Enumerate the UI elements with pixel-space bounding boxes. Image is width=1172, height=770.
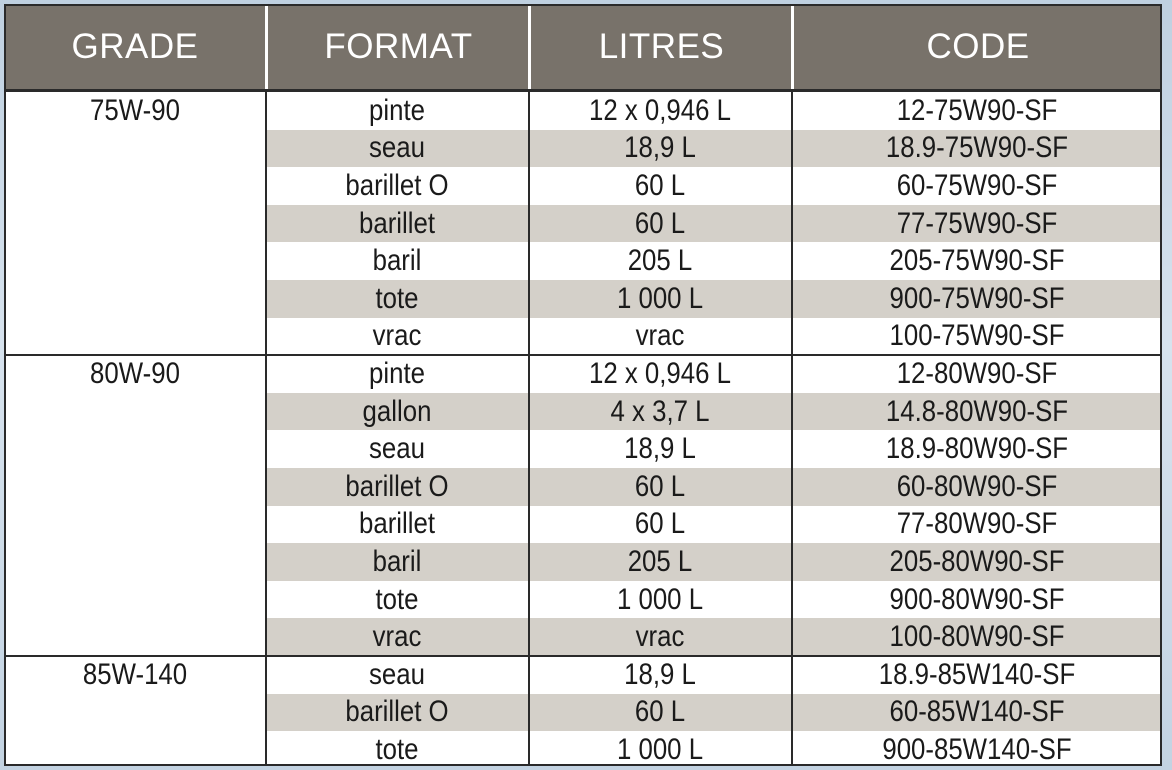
cell-litres: 1 000 L xyxy=(616,732,704,766)
cell-litres: 18,9 L xyxy=(624,657,696,691)
cell-format: seau xyxy=(369,657,425,691)
table-row xyxy=(266,731,1162,769)
cell-code: 12-80W90-SF xyxy=(896,356,1058,390)
grade-label: 85W-140 xyxy=(82,657,188,691)
table-header xyxy=(4,4,1162,89)
table-row xyxy=(266,581,1162,619)
grade-label: 80W-90 xyxy=(90,356,180,390)
cell-format: gallon xyxy=(362,394,432,428)
cell-litres: vrac xyxy=(635,319,685,353)
column-divider xyxy=(791,92,793,766)
cell-format: baril xyxy=(372,244,422,278)
cell-litres: 60 L xyxy=(634,695,686,729)
cell-format: pinte xyxy=(369,356,425,390)
cell-litres: 60 L xyxy=(634,507,686,541)
cell-litres: 12 x 0,946 L xyxy=(588,356,732,390)
table-row xyxy=(266,130,1162,168)
cell-litres: 1 000 L xyxy=(616,582,704,616)
table-row xyxy=(266,430,1162,468)
cell-code: 900-85W140-SF xyxy=(882,732,1072,766)
cell-format: barillet O xyxy=(345,168,449,202)
cell-format: tote xyxy=(375,582,419,616)
cell-format: seau xyxy=(369,432,425,466)
header-format: FORMAT xyxy=(324,26,473,66)
cell-litres: 18,9 L xyxy=(624,432,696,466)
cell-code: 60-80W90-SF xyxy=(896,469,1058,503)
grade-label: 75W-90 xyxy=(90,93,180,127)
cell-code: 12-75W90-SF xyxy=(896,93,1058,127)
cell-format: barillet xyxy=(358,507,436,541)
cell-format: seau xyxy=(369,131,425,165)
table-row xyxy=(266,656,1162,694)
cell-litres: 60 L xyxy=(634,168,686,202)
cell-format: barillet xyxy=(358,206,436,240)
table-row xyxy=(266,280,1162,318)
cell-format: barillet O xyxy=(345,695,449,729)
header-grade: GRADE xyxy=(71,26,199,66)
cell-litres: 60 L xyxy=(634,469,686,503)
cell-code: 100-75W90-SF xyxy=(889,319,1065,353)
cell-code: 60-85W140-SF xyxy=(889,695,1065,729)
cell-litres: 18,9 L xyxy=(624,131,696,165)
table-row xyxy=(266,393,1162,431)
cell-litres: 60 L xyxy=(634,206,686,240)
cell-litres: 205 L xyxy=(627,544,693,578)
cell-code: 100-80W90-SF xyxy=(889,620,1065,654)
cell-code: 77-80W90-SF xyxy=(896,507,1058,541)
header-code: CODE xyxy=(926,26,1030,66)
cell-format: baril xyxy=(372,544,422,578)
cell-code: 60-75W90-SF xyxy=(896,168,1058,202)
cell-code: 18.9-80W90-SF xyxy=(885,432,1069,466)
column-divider xyxy=(528,92,530,766)
cell-litres: 12 x 0,946 L xyxy=(588,93,732,127)
cell-litres: 4 x 3,7 L xyxy=(610,394,710,428)
cell-code: 18.9-75W90-SF xyxy=(885,131,1069,165)
cell-code: 14.8-80W90-SF xyxy=(885,394,1069,428)
cell-litres: 1 000 L xyxy=(616,281,704,315)
table-row xyxy=(266,618,1162,656)
cell-code: 18.9-85W140-SF xyxy=(878,657,1076,691)
cell-code: 205-75W90-SF xyxy=(889,244,1065,278)
cell-code: 77-75W90-SF xyxy=(896,206,1058,240)
cell-format: vrac xyxy=(372,319,422,353)
cell-litres: vrac xyxy=(635,620,685,654)
product-table xyxy=(4,4,1162,766)
cell-format: barillet O xyxy=(345,469,449,503)
table-row xyxy=(266,355,1162,393)
table-row xyxy=(266,543,1162,581)
cell-code: 900-75W90-SF xyxy=(889,281,1065,315)
cell-format: vrac xyxy=(372,620,422,654)
table-row xyxy=(266,167,1162,205)
column-divider xyxy=(265,92,267,766)
cell-code: 205-80W90-SF xyxy=(889,544,1065,578)
cell-format: pinte xyxy=(369,93,425,127)
table-row xyxy=(266,506,1162,544)
table-row xyxy=(266,694,1162,732)
table-row xyxy=(266,242,1162,280)
table-row xyxy=(266,468,1162,506)
table-row xyxy=(266,205,1162,243)
cell-format: tote xyxy=(375,281,419,315)
cell-code: 900-80W90-SF xyxy=(889,582,1065,616)
table-row xyxy=(266,92,1162,130)
header-litres: LITRES xyxy=(598,26,725,66)
cell-format: tote xyxy=(375,732,419,766)
cell-litres: 205 L xyxy=(627,244,693,278)
table-row xyxy=(266,318,1162,356)
